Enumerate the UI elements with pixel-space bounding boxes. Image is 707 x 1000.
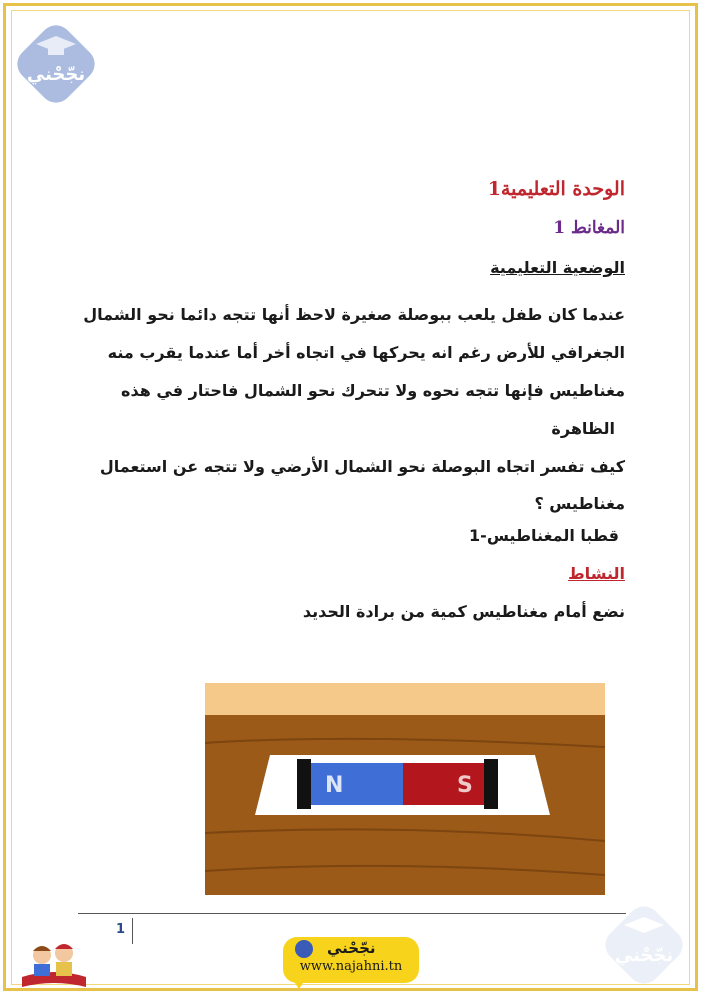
north-label: N: [325, 773, 344, 798]
iron-filings-north: [297, 759, 311, 809]
page-number-separator: [132, 918, 133, 944]
footer-url[interactable]: www.najahni.tn: [299, 959, 403, 974]
question-line: كيف تفسر اتجاه البوصلة نحو الشمال الأرضي ولا تتجه عن استعمال: [99, 457, 625, 476]
page-number: 1: [116, 922, 126, 937]
situation-heading: الوضعية التعليمية: [490, 258, 625, 277]
logo-text: نجّحْني: [614, 945, 674, 966]
kids-reading-icon: [20, 937, 88, 989]
footer-divider: [78, 913, 626, 914]
magnet-figure: [205, 683, 605, 895]
unit-title: الوحدة التعليمية1: [487, 178, 625, 200]
board-top-edge: [205, 683, 605, 715]
question-line: مغناطيس ؟: [534, 494, 625, 513]
footer-brand-badge: [283, 937, 419, 983]
activity-instruction: نضع أمام مغناطيس كمية من برادة الحديد: [302, 602, 625, 621]
badge-tail: [291, 977, 307, 989]
najahni-logo-top: [6, 14, 106, 114]
brand-icon: [295, 940, 313, 958]
situation-line: مغناطيس فإنها تتجه نحوه ولا تتحرك نحو الشمال فاحتار في هذه: [121, 381, 625, 400]
magnet-south-pole: [403, 763, 491, 805]
iron-filings-south: [484, 759, 498, 809]
magnet-north-pole: [300, 763, 403, 805]
south-label: S: [457, 773, 473, 798]
footer-brand: نجّحْني: [327, 939, 376, 957]
section-title: قطبا المغناطيس-1: [469, 526, 619, 545]
najahni-logo-bottom: [594, 895, 694, 995]
situation-line: عندما كان طفل يلعب ببوصلة صغيرة لاحظ أنها تتجه دائما نحو الشمال: [83, 305, 625, 324]
situation-line: الجغرافي للأرض رغم انه يحركها في اتجاه أخر أما عندما يقرب منه: [107, 343, 625, 362]
logo-text: نجّحْني: [26, 64, 86, 85]
lesson-subtitle: المغانط 1: [553, 218, 625, 238]
activity-label: النشاط: [568, 564, 625, 583]
question-paragraph: [70, 448, 625, 522]
situation-paragraph: [70, 296, 625, 448]
situation-line: الظاهرة: [551, 419, 615, 438]
